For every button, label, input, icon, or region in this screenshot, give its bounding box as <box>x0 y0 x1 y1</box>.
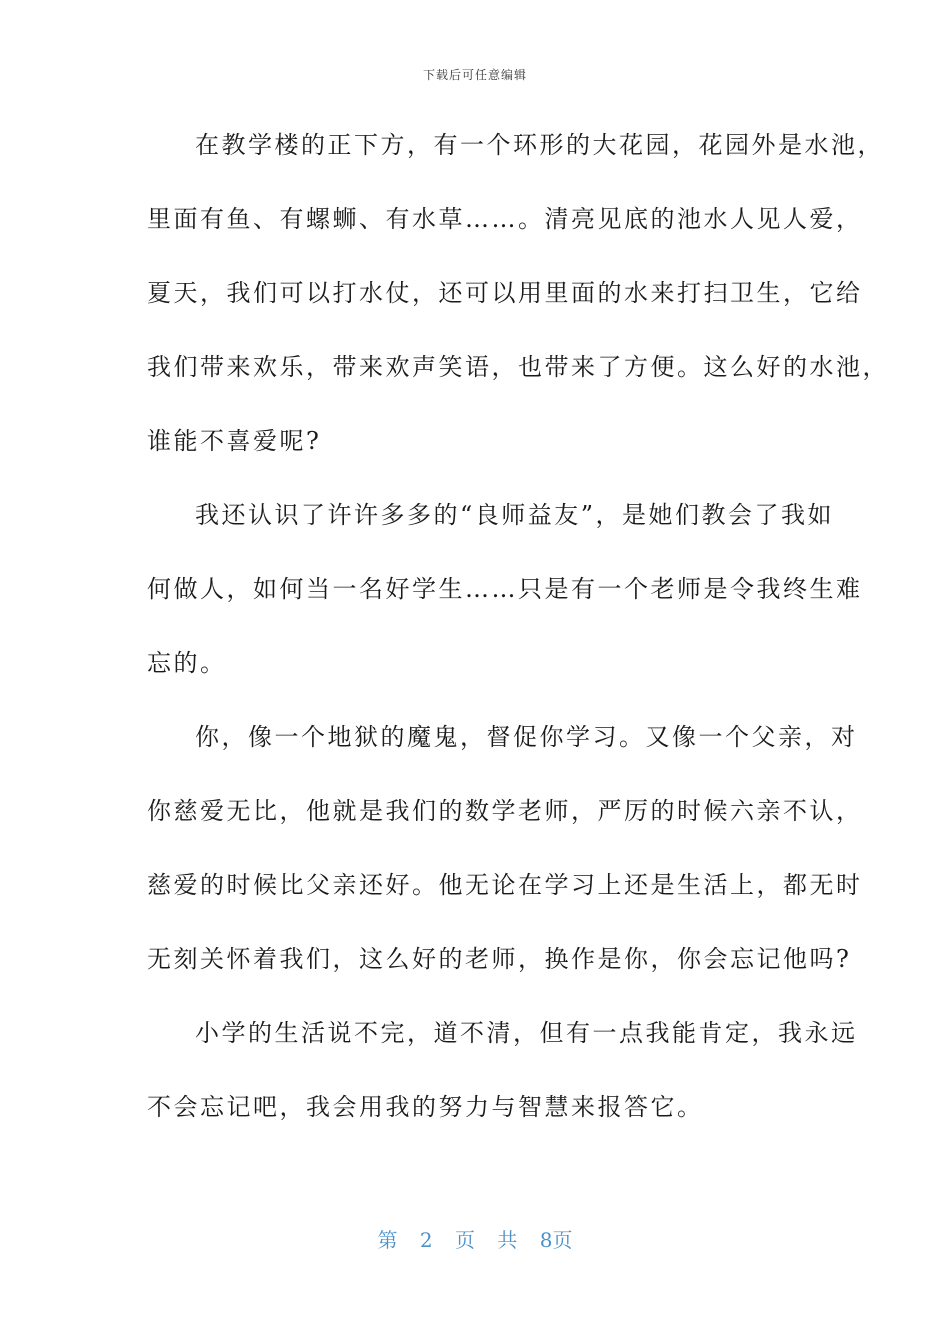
text-line: 在教学楼的正下方，有一个环形的大花园，花园外是水池， <box>195 131 884 159</box>
footer-current-page: 2 <box>419 1228 433 1252</box>
footer-total-pages: 8页 <box>539 1228 573 1252</box>
text-line: 无刻关怀着我们，这么好的老师，换作是你，你会忘记他吗? <box>147 945 852 973</box>
paragraph-teachers <box>147 490 863 712</box>
footer-total-word: 共 <box>497 1228 518 1252</box>
paragraph-conclusion <box>147 1008 858 1156</box>
text-line: 谁能不喜爱呢? <box>147 427 322 455</box>
text-line: 何做人，如何当一名好学生……只是有一个老师是令我终生难 <box>147 575 863 603</box>
text-line: 你慈爱无比，他就是我们的数学老师，严厉的时候六亲不认， <box>147 797 863 825</box>
text-line: 你，像一个地狱的魔鬼，督促你学习。又像一个父亲，对 <box>195 723 858 751</box>
paragraph-math-teacher <box>147 712 863 1008</box>
text-line: 小学的生活说不完，道不清，但有一点我能肯定，我永远 <box>195 1019 858 1047</box>
paragraph-garden <box>147 120 889 490</box>
text-line: 忘的。 <box>147 649 227 677</box>
text-line: 不会忘记吧，我会用我的努力与智慧来报答它。 <box>147 1093 704 1121</box>
page-number-footer <box>0 1224 950 1253</box>
document-body <box>147 120 889 1156</box>
text-line: 夏天，我们可以打水仗，还可以用里面的水来打扫卫生，它给 <box>147 279 863 307</box>
text-line: 我们带来欢乐，带来欢声笑语，也带来了方便。这么好的水池， <box>147 353 889 381</box>
footer-prefix: 第 <box>377 1228 398 1252</box>
footer-page-word: 页 <box>455 1228 475 1252</box>
page-header: 下载后可任意编辑 <box>422 68 527 82</box>
text-line: 慈爱的时候比父亲还好。他无论在学习上还是生活上，都无时 <box>147 871 863 899</box>
text-line: 我还认识了许许多多的“良师益友”，是她们教会了我如 <box>195 501 835 529</box>
text-line: 里面有鱼、有螺蛳、有水草……。清亮见底的池水人见人爱， <box>147 205 863 233</box>
